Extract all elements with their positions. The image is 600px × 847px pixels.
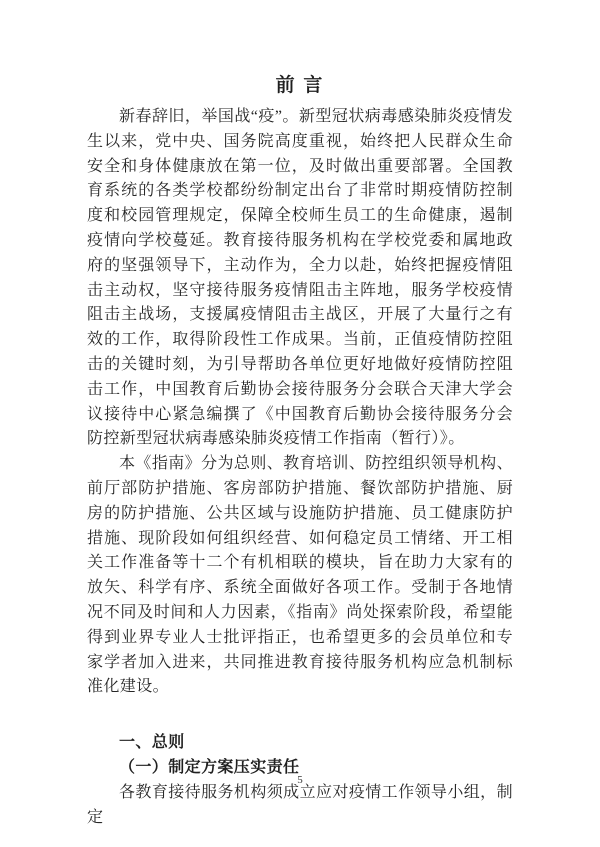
preface-paragraph-1: 新春辞旧，举国战“疫”。新型冠状病毒感染肺炎疫情发生以来，党中央、国务院高度重视，始终把人民群众生命安全和身体健康放在第一位，及时做出重要部署。全国教育系统的各类学校都纷纷制定出台了非常时期疫情防控制度和校园管理规定，保障全校师生员工的生命健康，遏制疫情向学校蔓延。教育接待服务机构在学校党委和属地政府的坚强领导下，主动作为，全力以赴，始终把握疫情阻击主动权，坚守接待服务疫情阻击主阵地，服务学校疫情阻击主战场，支援属疫情阻击主战区，开展了大量行之有效的工作，取得阶段性工作成果。当前，正值疫情防控阻击的关键时刻，为引导帮助各单位更好地做好疫情防控阻击工作，中国教育后勤协会接待服务分会联合天津大学会议接待中心紧急编撰了《中国教育后勤协会接待服务分会防控新型冠状病毒感染肺炎疫情工作指南（暂行）》。	[87, 108, 513, 448]
preface-paragraph-2: 本《指南》分为总则、教育培训、防控组织领导机构、前厅部防护措施、客房部防护措施、餐饮部防护措施、厨房的防护措施、公共区域与设施防护措施、员工健康防护措施、现阶段如何组织经营、如何稳定员工情绪、开工相关工作准备等十二个有机相联的模块，旨在助力大家有的放矢、科学有序、系统全面做好各项工作。受制于各地情况不同及时间和人力因素，《指南》尚处探索阶段，希望能得到业界专业人士批评指正，也希望更多的会员单位和专家学者加入进来，共同推进教育接待服务机构应急机制标准化建设。	[87, 455, 513, 696]
subsection-heading: （一）制定方案压实责任	[119, 758, 300, 776]
section-body-first-line: 各教育接待服务机构须成立应对疫情工作领导小组，制定	[87, 783, 513, 826]
section-heading: 一、总则	[119, 734, 185, 752]
document-content	[87, 74, 513, 830]
page-number: 5	[297, 774, 303, 786]
page-title: 前 言	[275, 75, 325, 96]
